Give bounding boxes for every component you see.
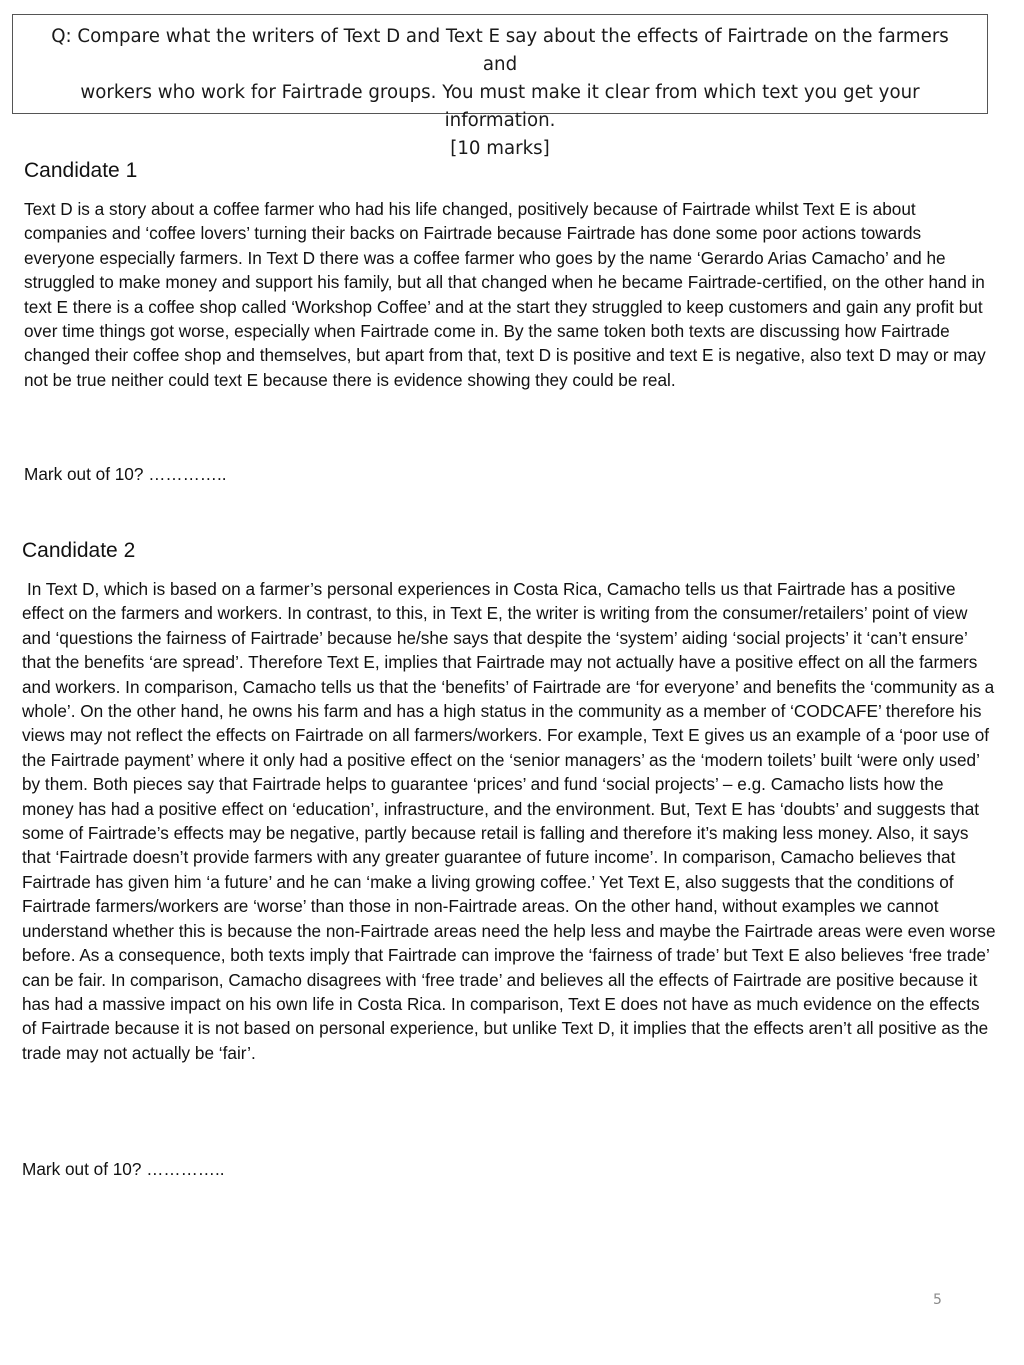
question-marks: [10 marks]	[450, 138, 550, 159]
candidate-2-heading: Candidate 2	[22, 539, 136, 562]
candidate-1-answer: Text D is a story about a coffee farmer who had his life changed, positively because of Fairtrade whilst Text E is about companies and ‘coffee lovers’ turning their backs on Fairtrade because Fairtrade has done some poor actions towards everyone especially farmers. In Text D there was a coffee farmer who goes by the name ‘Gerardo Arias Camacho’ and he struggled to make money and support his family, but all that changed when he became Fairtrade-certified, on the other hand in text E there is a coffee shop called ‘Workshop Coffee’ and at the start they struggled to keep customers and gain any profit but over time things got worse, especially when Fairtrade come in. By the same token both texts are discussing how Fairtrade changed their coffee shop and themselves, but apart from that, text D is positive and text E is negative, also text D may or may not be true neither could text E because there is evidence showing they could be real.	[24, 199, 986, 390]
page-number: 5	[933, 1292, 942, 1308]
candidate-1-mark-prompt: Mark out of 10? …………..	[24, 464, 227, 484]
candidate-2-answer: In Text D, which is based on a farmer’s personal experiences in Costa Rica, Camacho tells us that Fairtrade has a positive effect on the farmers and workers. In contrast, to this, in Text E, the writer is writing from the consumer/retailers’ point of view and ‘questions the fairness of Fairtrade’ because he/she says that despite the ‘system’ aiding ‘social projects’ it ‘can’t ensure’ that the benefits ‘are spread’. Therefore Text E, implies that Fairtrade may not actually have a positive effect on all the farmers and workers. In comparison, Camacho tells us that the ‘benefits’ of Fairtrade are ‘for everyone’ and benefits the ‘community as a whole’. On the other hand, he owns his farm and has a high status in the community as a member of ‘CODCAFE’ therefore his views may not reflect the effects on Fairtrade on all farmers/workers. For example, Text E gives us an example of a ‘poor use of the Fairtrade payment’ where it only had a positive effect on the ‘senior managers’ as the ‘modern toilets’ built ‘were only used’ by them. Both pieces say that Fairtrade helps to guarantee ‘prices’ and fund ‘social projects’ – e.g. Camacho lists how the money has had a positive effect on ‘education’, infrastructure, and the environment. But, Text E has ‘doubts’ and suggests that some of Fairtrade’s effects may be negative, partly because retail is falling and therefore it’s making less money. Also, it says that ‘Fairtrade doesn’t provide farmers with any greater guarantee of future income’. In comparison, Camacho believes that Fairtrade has given him ‘a future’ and he can ‘make a living growing coffee.’ Yet Text E, also suggests that the conditions of Fairtrade farmers/workers are ‘worse’ than those in non-Fairtrade areas. On the other hand, without examples we cannot understand whether this is because the non-Fairtrade areas need the help less and maybe the Fairtrade areas were even worse before. As a consequence, both texts imply that Fairtrade can improve the ‘fairness of trade’ but Text E also believes ‘free trade’ can be fair. In comparison, Camacho disagrees with ‘free trade’ and believes all the effects of Fairtrade are positive because it has had a massive impact on his own life in Costa Rica. In comparison, Text E does not have as much evidence on the effects of Fairtrade because it is not based on personal experience, but unlike Text D, it implies that the effects aren’t all positive as the trade may not actually be ‘fair’.	[22, 579, 996, 1063]
question-line-1: Q: Compare what the writers of Text D and Text E say about the effects of Fairtrade on the farmers and	[51, 26, 949, 75]
candidate-2-section	[22, 538, 998, 1065]
question-box	[12, 14, 988, 159]
candidate-1-heading: Candidate 1	[24, 159, 138, 182]
candidate-1-section	[24, 158, 996, 392]
question-line-2: workers who work for Fairtrade groups. You must make it clear from which text you get your information.	[80, 82, 920, 131]
candidate-2-mark-prompt: Mark out of 10? …………..	[22, 1159, 225, 1179]
